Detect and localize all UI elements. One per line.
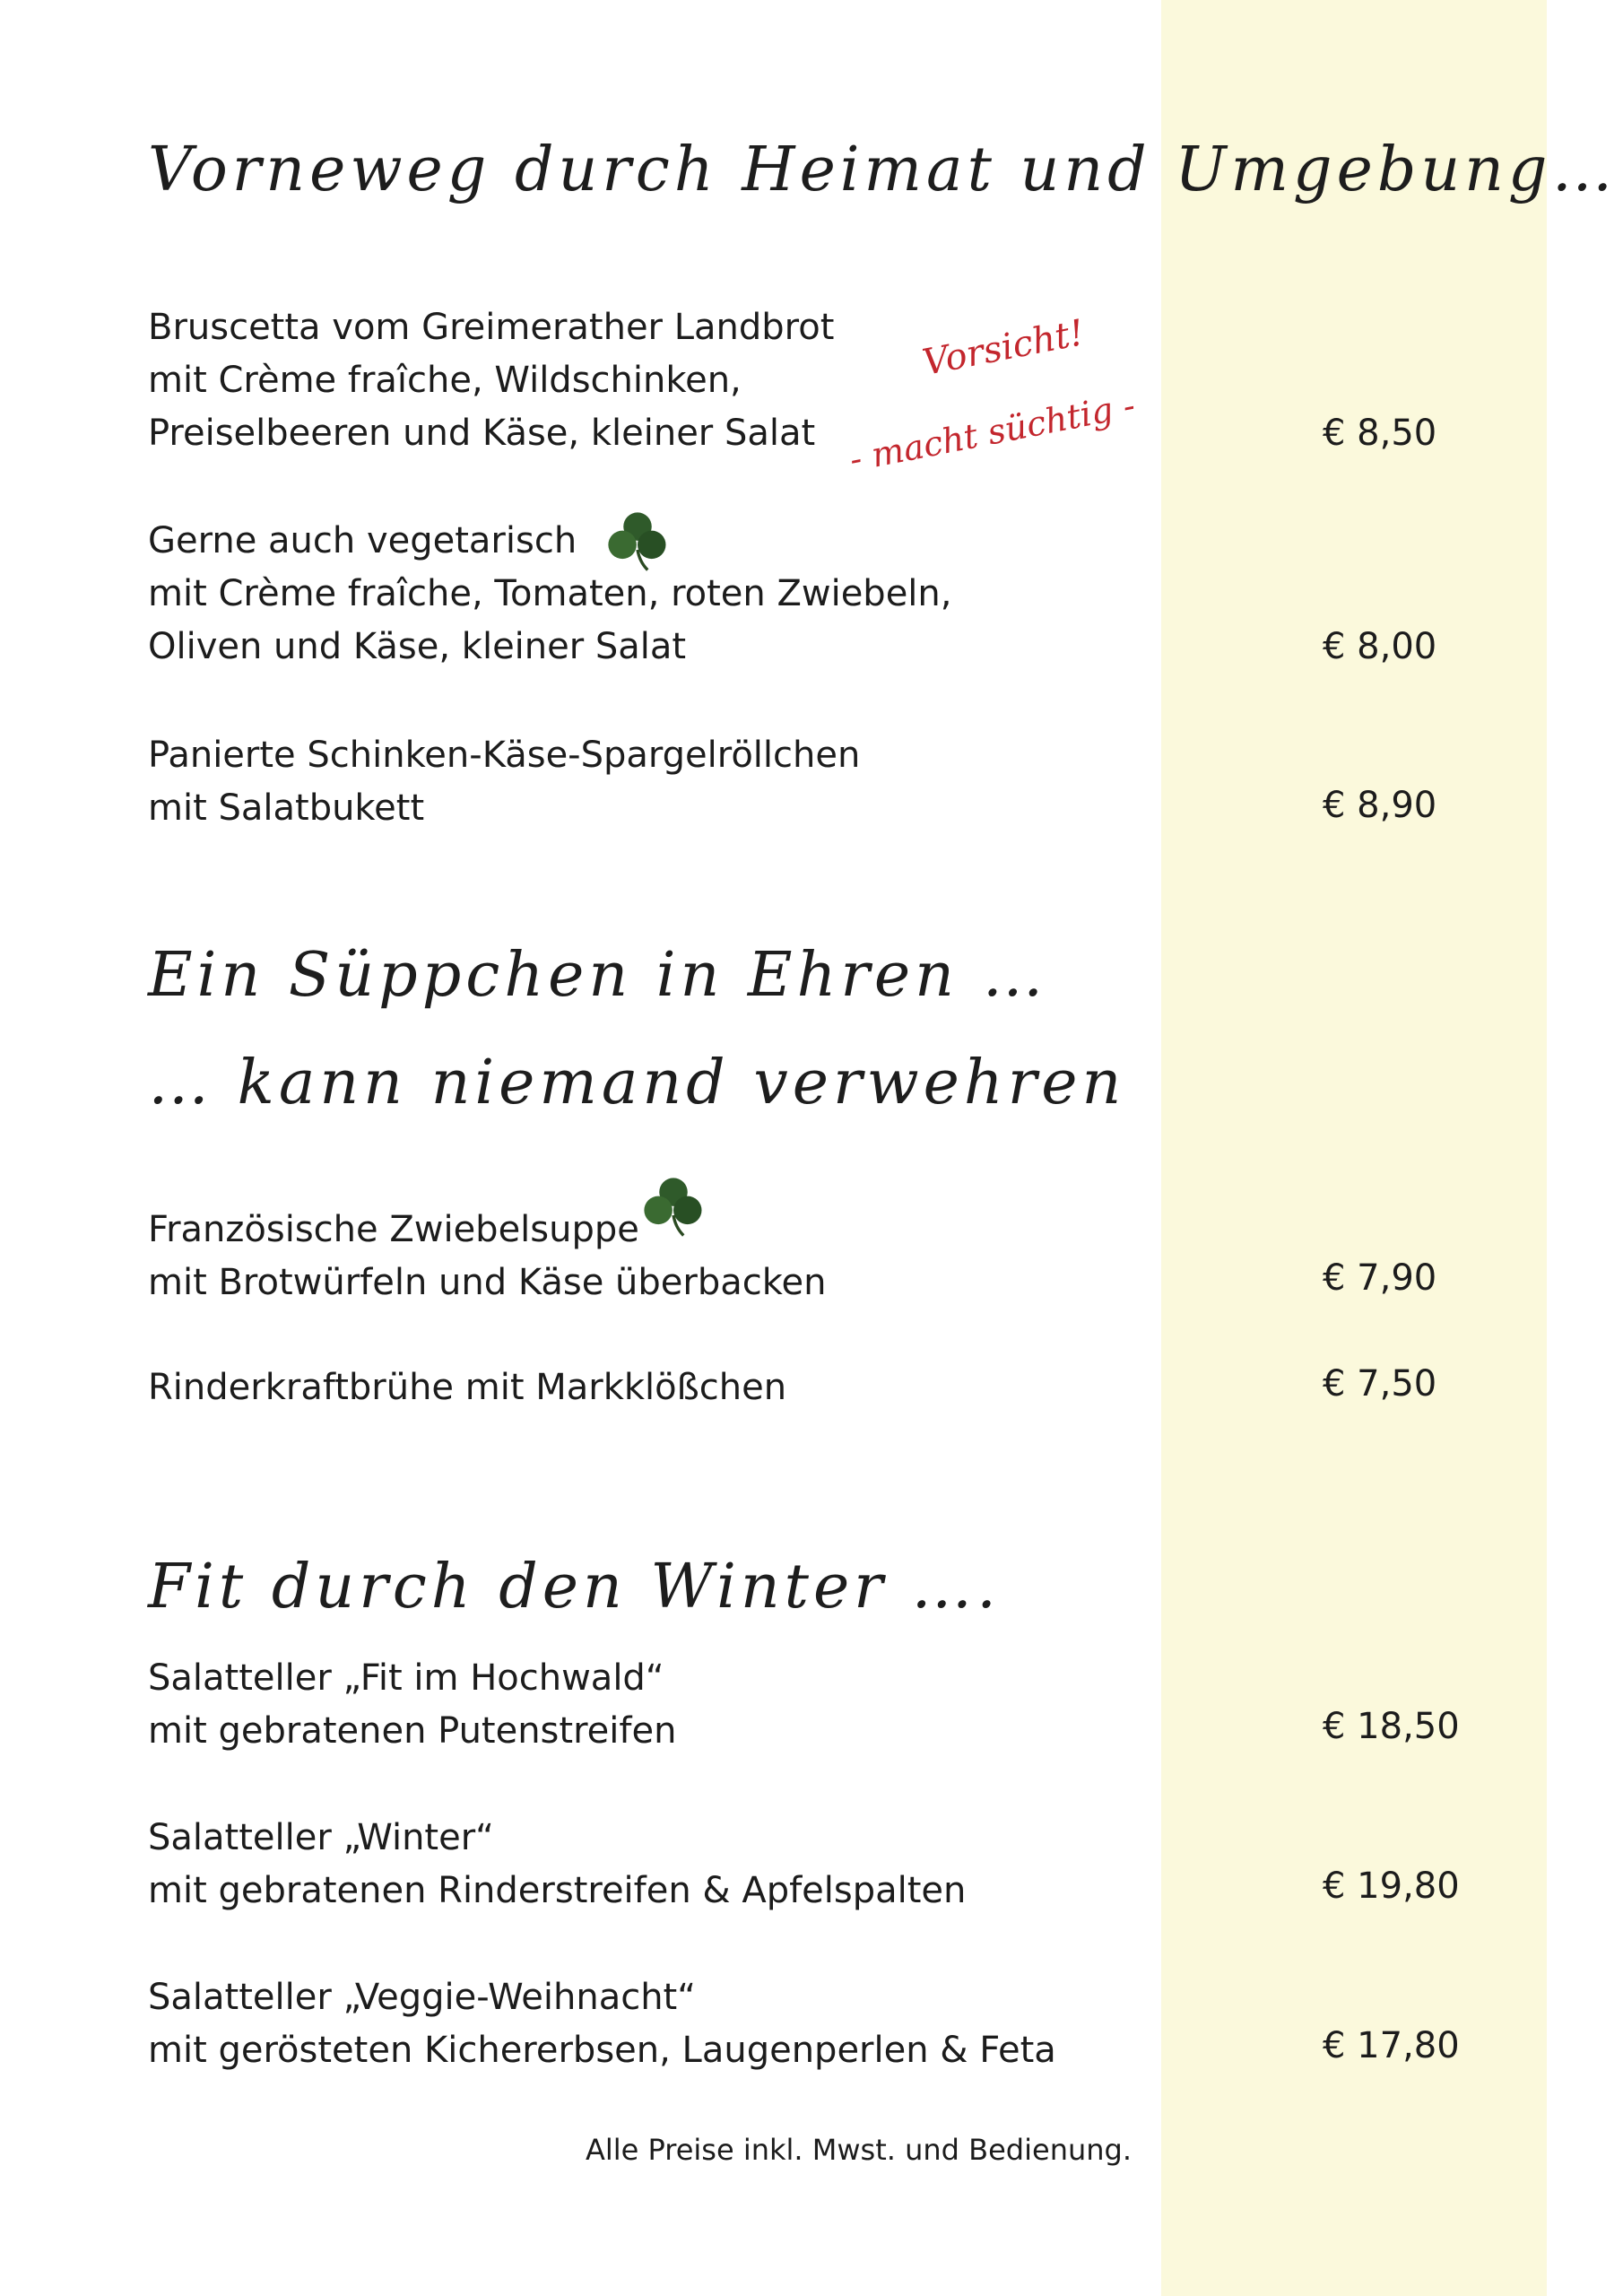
item-line: Salatteller „Fit im Hochwald“ — [148, 1657, 664, 1699]
item-line: mit Crème fraîche, Wildschinken, — [148, 360, 742, 401]
heading-starters: Vorneweg durch Heimat und Umgebung… — [148, 135, 1618, 205]
clover-icon — [641, 1175, 706, 1239]
item-line: mit Brotwürfeln und Käse überbacken — [148, 1262, 827, 1303]
item-line: mit gerösteten Kichererbsen, Laugenperlen & Feta — [148, 2030, 1056, 2071]
item-line: Rinderkraftbrühe mit Markklößchen — [148, 1367, 787, 1408]
menu-item-beef-broth — [148, 1361, 786, 1414]
heading-soups-line2: … kann niemand verwehren — [148, 1048, 1126, 1118]
accent-band — [1161, 0, 1547, 2296]
price-asparagus-rolls: € 8,90 — [1323, 785, 1437, 826]
item-line: Französische Zwiebelsuppe — [148, 1209, 639, 1250]
price-vegetarian: € 8,00 — [1323, 626, 1437, 667]
item-line: mit gebratenen Rinderstreifen & Apfelspalten — [148, 1870, 967, 1911]
heading-soups-line1: Ein Süppchen in Ehren … — [148, 940, 1048, 1011]
item-line: Salatteller „Veggie-Weihnacht“ — [148, 1977, 696, 2018]
menu-item-salad-veggie — [148, 1971, 1056, 2077]
menu-item-bruscetta — [148, 301, 834, 460]
price-salad-hochwald: € 18,50 — [1323, 1706, 1460, 1747]
item-line: mit gebratenen Putenstreifen — [148, 1710, 677, 1752]
price-salad-winter: € 19,80 — [1323, 1866, 1460, 1907]
item-line: mit Crème fraîche, Tomaten, roten Zwiebeln, — [148, 573, 952, 614]
menu-item-salad-hochwald — [148, 1652, 676, 1758]
item-line: Oliven und Käse, kleiner Salat — [148, 626, 687, 667]
price-beef-broth: € 7,50 — [1323, 1363, 1437, 1405]
menu-item-onion-soup — [148, 1204, 826, 1309]
item-line: Panierte Schinken-Käse-Spargelröllchen — [148, 735, 861, 776]
menu-item-asparagus-rolls — [148, 729, 860, 835]
clover-icon — [605, 509, 670, 574]
item-line: Preiselbeeren und Käse, kleiner Salat — [148, 413, 816, 454]
price-bruscetta: € 8,50 — [1323, 413, 1437, 454]
note-addictive: - macht süchtig - — [846, 385, 1139, 480]
item-line: Bruscetta vom Greimerather Landbrot — [148, 307, 835, 348]
item-line: mit Salatbukett — [148, 787, 425, 829]
item-line: Gerne auch vegetarisch — [148, 520, 577, 561]
price-onion-soup: € 7,90 — [1323, 1257, 1437, 1299]
price-footnote: Alle Preise inkl. Mwst. und Bedienung. — [586, 2133, 1133, 2167]
note-warning: Vorsicht! — [919, 312, 1088, 384]
menu-item-vegetarian — [148, 515, 951, 674]
price-salad-veggie: € 17,80 — [1323, 2025, 1460, 2066]
menu-item-salad-winter — [148, 1812, 966, 1918]
heading-winter: Fit durch den Winter …. — [148, 1552, 1001, 1622]
item-line: Salatteller „Winter“ — [148, 1817, 494, 1858]
